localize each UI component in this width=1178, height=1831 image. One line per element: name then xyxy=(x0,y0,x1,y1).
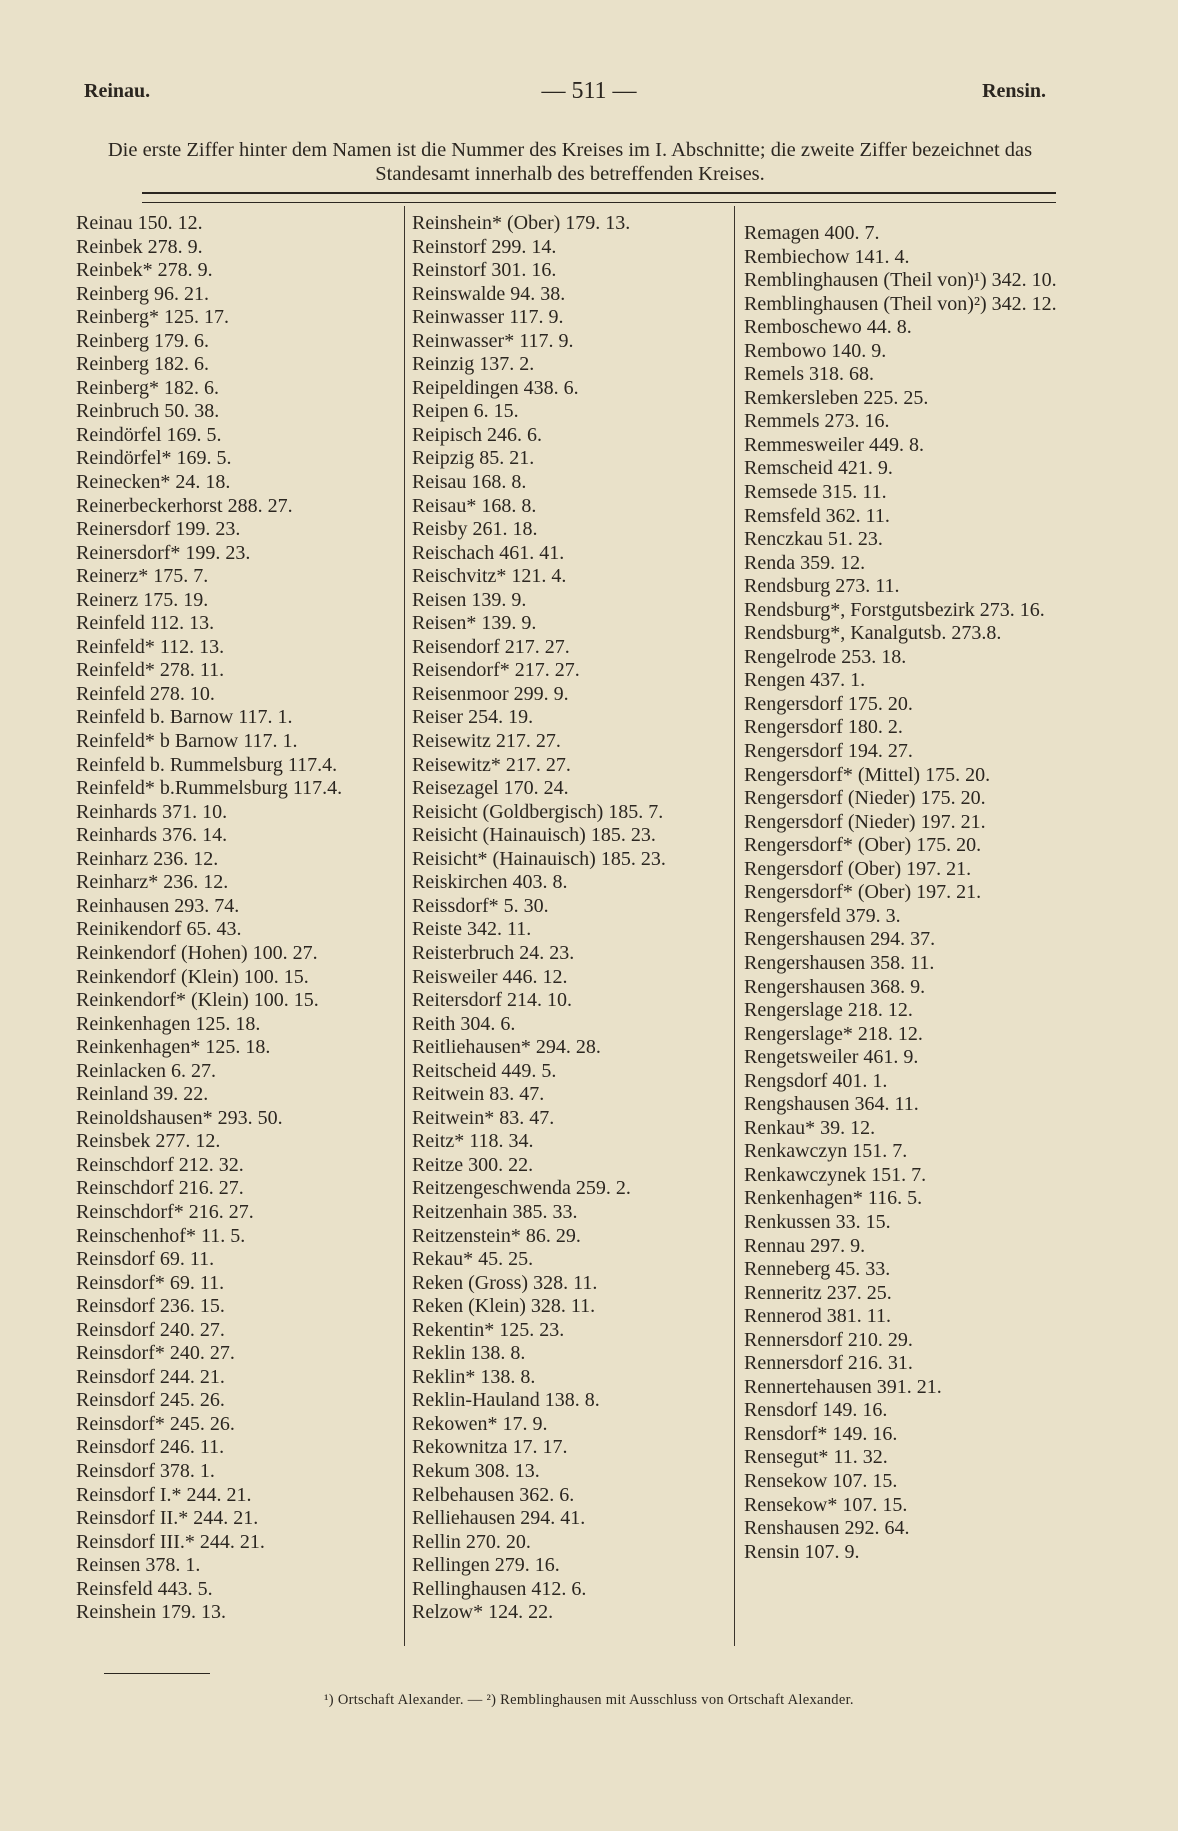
index-entry: Reisterbruch 24. 23. xyxy=(412,941,575,964)
index-entry: Reisenmoor 299. 9. xyxy=(412,682,569,705)
footnote: ¹) Ortschaft Alexander. — ²) Remblinghausen mit Ausschluss von Ortschaft Alexander. xyxy=(324,1692,854,1708)
index-entry: Rekentin* 125. 23. xyxy=(412,1318,565,1341)
index-entry: Reinsen 378. 1. xyxy=(76,1554,201,1577)
index-entry: Reinhards 376. 14. xyxy=(76,824,228,847)
index-entry: Reinberg 179. 6. xyxy=(76,329,209,352)
index-entry: Rensdorf 149. 16. xyxy=(744,1399,888,1422)
index-entry: Reinfeld* b Barnow 117. 1. xyxy=(76,730,298,753)
index-entry: Rengershausen 368. 9. xyxy=(744,975,926,998)
index-entry: Reisendorf 217. 27. xyxy=(412,635,570,658)
index-entry: Rengerslage* 218. 12. xyxy=(744,1022,923,1045)
index-entry: Reisewitz 217. 27. xyxy=(412,730,561,753)
index-entry: Reinfeld* b.Rummelsburg 117.4. xyxy=(76,777,343,800)
index-entry: Reinberg 182. 6. xyxy=(76,353,209,376)
index-entry: Reinecken* 24. 18. xyxy=(76,471,231,494)
index-entry: Reinkendorf* (Klein) 100. 15. xyxy=(76,989,319,1012)
index-entry: Rengersdorf* (Mittel) 175. 20. xyxy=(744,763,991,786)
index-entry: Rekowen* 17. 9. xyxy=(412,1412,548,1435)
index-entry: Rengersdorf 180. 2. xyxy=(744,716,903,739)
index-entry: Reinberg* 182. 6. xyxy=(76,376,219,399)
index-entry: Reitzenstein* 86. 29. xyxy=(412,1224,581,1247)
intro-note: Die erste Ziffer hinter dem Namen ist die Nummer des Kreises im I. Abschnitte; die zweite Ziffer bezeichnet das Standesamt innerhalb des betreffenden Kreises. xyxy=(107,139,1033,185)
index-entry: Reinfeld* 112. 13. xyxy=(76,635,225,658)
column-divider-1 xyxy=(404,206,405,1646)
index-entry: Reitwein* 83. 47. xyxy=(412,1106,555,1129)
index-entry: Rellin 270. 20. xyxy=(412,1530,531,1553)
index-entry: Reken (Gross) 328. 11. xyxy=(412,1271,598,1294)
index-entry: Rekownitza 17. 17. xyxy=(412,1436,568,1459)
index-entry: Remagen 400. 7. xyxy=(744,222,880,244)
index-entry: Reisen* 139. 9. xyxy=(412,612,537,635)
index-entry: Remsede 315. 11. xyxy=(744,481,887,504)
index-entry: Remmesweiler 449. 8. xyxy=(744,433,924,456)
index-entry: Reinkenhagen* 125. 18. xyxy=(76,1036,271,1059)
header-left-catchword: Reinau. xyxy=(84,80,151,102)
index-entry: Reisicht (Goldbergisch) 185. 7. xyxy=(412,800,664,823)
index-entry: Reinsdorf 69. 11. xyxy=(76,1248,215,1271)
index-entry: Reinkendorf (Hohen) 100. 27. xyxy=(76,941,318,964)
header-right-catchword: Rensin. xyxy=(982,80,1046,102)
index-entry: Rensegut* 11. 32. xyxy=(744,1446,888,1469)
index-entry: Reinbek 278. 9. xyxy=(76,235,203,258)
index-entry: Rengsdorf 401. 1. xyxy=(744,1069,888,1092)
index-entry: Reith 304. 6. xyxy=(412,1012,516,1035)
index-column-1 xyxy=(76,212,396,1625)
index-entry: Reinsdorf I.* 244. 21. xyxy=(76,1483,252,1506)
index-entry: Reklin 138. 8. xyxy=(412,1342,526,1365)
index-entry: Relliehausen 294. 41. xyxy=(412,1507,586,1530)
index-entry: Remkersleben 225. 25. xyxy=(744,386,929,409)
index-entry: Reinsdorf* 69. 11. xyxy=(76,1271,225,1294)
index-entry: Reinshein* (Ober) 179. 13. xyxy=(412,212,631,234)
index-entry: Renshausen 292. 64. xyxy=(744,1517,910,1540)
index-entry: Remscheid 421. 9. xyxy=(744,457,893,480)
index-entry: Reitwein 83. 47. xyxy=(412,1083,545,1106)
index-entry: Renkawczynek 151. 7. xyxy=(744,1163,927,1186)
index-entry: Renkenhagen* 116. 5. xyxy=(744,1187,923,1210)
index-entry: Reiser 254. 19. xyxy=(412,706,534,729)
index-entry: Renneberg 45. 33. xyxy=(744,1258,891,1281)
index-entry: Rengershausen 294. 37. xyxy=(744,928,936,951)
index-entry: Reitscheid 449. 5. xyxy=(412,1059,557,1082)
index-entry: Reinswalde 94. 38. xyxy=(412,282,566,305)
index-entry: Reinau 150. 12. xyxy=(76,212,203,234)
index-entry: Reinlacken 6. 27. xyxy=(76,1059,216,1082)
index-entry: Remmels 273. 16. xyxy=(744,410,890,433)
index-entry: Remblinghausen (Theil von)¹) 342. 10. xyxy=(744,269,1057,292)
index-entry: Reinstorf 299. 14. xyxy=(412,235,557,258)
index-entry: Reinstorf 301. 16. xyxy=(412,259,557,282)
index-entry: Rennersdorf 210. 29. xyxy=(744,1328,913,1351)
index-entry: Renneritz 237. 25. xyxy=(744,1281,892,1304)
index-entry: Rensin 107. 9. xyxy=(744,1540,860,1563)
index-entry: Reischvitz* 121. 4. xyxy=(412,565,567,588)
footnote-rule xyxy=(104,1673,210,1674)
index-entry: Rengershausen 358. 11. xyxy=(744,951,935,974)
page-number: — 511 — xyxy=(541,78,637,104)
index-entry: Reinsdorf* 240. 27. xyxy=(76,1342,235,1365)
index-entry: Reindörfel* 169. 5. xyxy=(76,447,232,470)
index-entry: Reinharz* 236. 12. xyxy=(76,871,229,894)
index-entry: Reinfeld* 278. 11. xyxy=(76,659,225,682)
index-entry: Reipeldingen 438. 6. xyxy=(412,376,579,399)
index-entry: Reinwasser* 117. 9. xyxy=(412,329,574,352)
index-entry: Rengelrode 253. 18. xyxy=(744,645,907,668)
index-entry: Reinschdorf 216. 27. xyxy=(76,1177,244,1200)
index-entry: Reinsfeld 443. 5. xyxy=(76,1577,213,1600)
index-entry: Reinfeld b. Rummelsburg 117.4. xyxy=(76,753,338,776)
index-entry: Reiskirchen 403. 8. xyxy=(412,871,568,894)
index-entry: Reklin-Hauland 138. 8. xyxy=(412,1389,600,1412)
index-entry: Reitzenhain 385. 33. xyxy=(412,1200,578,1223)
index-entry: Remblinghausen (Theil von)²) 342. 12. xyxy=(744,292,1057,315)
index-entry: Reinfeld 278. 10. xyxy=(76,682,215,705)
index-entry: Rennerod 381. 11. xyxy=(744,1305,892,1328)
index-entry: Reinsdorf 246. 11. xyxy=(76,1436,225,1459)
index-entry: Reinsdorf 236. 15. xyxy=(76,1295,225,1318)
index-entry: Reinschdorf 212. 32. xyxy=(76,1153,244,1176)
index-entry: Reinsdorf* 245. 26. xyxy=(76,1412,235,1435)
index-entry: Reischach 461. 41. xyxy=(412,541,565,564)
index-entry: Rensekow* 107. 15. xyxy=(744,1493,908,1516)
index-entry: Reinsdorf 378. 1. xyxy=(76,1459,215,1482)
index-entry: Reinschdorf* 216. 27. xyxy=(76,1200,254,1223)
index-entry: Reitze 300. 22. xyxy=(412,1153,534,1176)
index-entry: Rendsburg 273. 11. xyxy=(744,575,900,598)
index-entry: Rennau 297. 9. xyxy=(744,1234,866,1257)
index-entry: Reipzig 85. 21. xyxy=(412,447,535,470)
index-entry: Rendsburg*, Forstgutsbezirk 273. 16. xyxy=(744,598,1045,621)
index-entry: Reinoldshausen* 293. 50. xyxy=(76,1106,283,1129)
index-entry: Reinsbek 277. 12. xyxy=(76,1130,221,1153)
index-entry: Renkau* 39. 12. xyxy=(744,1116,876,1139)
page-header xyxy=(0,80,1178,110)
index-column-2 xyxy=(412,212,738,1625)
index-entry: Reipen 6. 15. xyxy=(412,400,519,423)
index-entry: Reinland 39. 22. xyxy=(76,1083,209,1106)
index-entry: Reinbruch 50. 38. xyxy=(76,400,220,423)
index-entry: Rengshausen 364. 11. xyxy=(744,1093,919,1116)
index-entry: Reisau* 168. 8. xyxy=(412,494,537,517)
index-entry: Reisau 168. 8. xyxy=(412,471,527,494)
index-entry: Rengen 437. 1. xyxy=(744,669,866,692)
index-entry: Rengersdorf* (Ober) 197. 21. xyxy=(744,881,982,904)
index-entry: Reitliehausen* 294. 28. xyxy=(412,1036,601,1059)
index-entry: Reinbek* 278. 9. xyxy=(76,259,213,282)
index-entry: Reinsdorf II.* 244. 21. xyxy=(76,1507,259,1530)
index-entry: Rengersdorf (Nieder) 175. 20. xyxy=(744,787,986,810)
index-entry: Reinerbeckerhorst 288. 27. xyxy=(76,494,293,517)
index-entry: Remels 318. 68. xyxy=(744,363,874,386)
index-entry: Rengersdorf 175. 20. xyxy=(744,692,913,715)
index-entry: Remboschewo 44. 8. xyxy=(744,316,912,339)
index-entry: Reinfeld b. Barnow 117. 1. xyxy=(76,706,293,729)
index-entry: Rengersdorf 194. 27. xyxy=(744,740,913,763)
index-entry: Reken (Klein) 328. 11. xyxy=(412,1295,596,1318)
index-entry: Rensekow 107. 15. xyxy=(744,1469,898,1492)
index-entry: Reinshein 179. 13. xyxy=(76,1601,226,1624)
index-entry: Reinkenhagen 125. 18. xyxy=(76,1012,261,1035)
index-entry: Rengersdorf* (Ober) 175. 20. xyxy=(744,834,982,857)
index-entry: Reinschenhof* 11. 5. xyxy=(76,1224,246,1247)
index-entry: Reinsdorf 245. 26. xyxy=(76,1389,225,1412)
index-entry: Reipisch 246. 6. xyxy=(412,423,542,446)
index-entry: Reklin* 138. 8. xyxy=(412,1365,536,1388)
index-entry: Reindörfel 169. 5. xyxy=(76,423,222,446)
index-entry: Reinfeld 112. 13. xyxy=(76,612,215,635)
index-entry: Reinkendorf (Klein) 100. 15. xyxy=(76,965,309,988)
index-entry: Reinberg 96. 21. xyxy=(76,282,209,305)
index-entry: Reinikendorf 65. 43. xyxy=(76,918,242,941)
index-entry: Reisby 261. 18. xyxy=(412,518,538,541)
index-entry: Reinerz 175. 19. xyxy=(76,588,209,611)
header-rule-thick xyxy=(142,192,1056,194)
index-entry: Rengetsweiler 461. 9. xyxy=(744,1046,919,1069)
index-entry: Reitersdorf 214. 10. xyxy=(412,989,572,1012)
index-entry: Reisweiler 446. 12. xyxy=(412,965,568,988)
index-entry: Reinersdorf* 199. 23. xyxy=(76,541,251,564)
index-entry: Reisendorf* 217. 27. xyxy=(412,659,580,682)
index-entry: Rekum 308. 13. xyxy=(412,1459,540,1482)
index-entry: Reinberg* 125. 17. xyxy=(76,306,229,329)
index-entry: Relbehausen 362. 6. xyxy=(412,1483,575,1506)
index-entry: Rengerslage 218. 12. xyxy=(744,999,913,1022)
index-entry: Reisicht* (Hainauisch) 185. 23. xyxy=(412,847,666,870)
index-entry: Rekau* 45. 25. xyxy=(412,1248,534,1271)
index-entry: Reinharz 236. 12. xyxy=(76,847,219,870)
index-entry: Reisen 139. 9. xyxy=(412,588,527,611)
index-entry: Reinerz* 175. 7. xyxy=(76,565,209,588)
index-entry: Rellinghausen 412. 6. xyxy=(412,1577,587,1600)
index-entry: Reinhards 371. 10. xyxy=(76,800,228,823)
index-entry: Rennertehausen 391. 21. xyxy=(744,1375,942,1398)
index-entry: Relzow* 124. 22. xyxy=(412,1601,554,1624)
index-entry: Reinhausen 293. 74. xyxy=(76,894,240,917)
index-entry: Reinwasser 117. 9. xyxy=(412,306,564,329)
index-entry: Rensdorf* 149. 16. xyxy=(744,1422,898,1445)
index-entry: Rengersfeld 379. 3. xyxy=(744,904,901,927)
index-column-3 xyxy=(744,222,1064,1564)
index-entry: Reitzengeschwenda 259. 2. xyxy=(412,1177,631,1200)
index-entry: Rennersdorf 216. 31. xyxy=(744,1352,913,1375)
index-entry: Renczkau 51. 23. xyxy=(744,528,883,551)
index-entry: Renkussen 33. 15. xyxy=(744,1210,891,1233)
index-entry: Rembowo 140. 9. xyxy=(744,339,887,362)
index-entry: Remsfeld 362. 11. xyxy=(744,504,890,527)
index-entry: Reinsdorf 240. 27. xyxy=(76,1318,225,1341)
index-entry: Rellingen 279. 16. xyxy=(412,1554,560,1577)
index-entry: Rengersdorf (Ober) 197. 21. xyxy=(744,857,972,880)
index-entry: Rengersdorf (Nieder) 197. 21. xyxy=(744,810,986,833)
index-entry: Renda 359. 12. xyxy=(744,551,866,574)
header-rule-thin xyxy=(142,202,1056,203)
index-entry: Reinzig 137. 2. xyxy=(412,353,535,376)
index-entry: Reinsdorf 244. 21. xyxy=(76,1365,225,1388)
index-entry: Reinersdorf 199. 23. xyxy=(76,518,241,541)
index-entry: Reiste 342. 11. xyxy=(412,918,532,941)
index-entry: Reissdorf* 5. 30. xyxy=(412,894,549,917)
index-entry: Renkawczyn 151. 7. xyxy=(744,1140,908,1163)
index-entry: Reisezagel 170. 24. xyxy=(412,777,569,800)
index-entry: Reisewitz* 217. 27. xyxy=(412,753,571,776)
index-entry: Rendsburg*, Kanalgutsb. 273.8. xyxy=(744,622,1002,645)
index-entry: Reisicht (Hainauisch) 185. 23. xyxy=(412,824,656,847)
index-entry: Reinsdorf III.* 244. 21. xyxy=(76,1530,265,1553)
index-entry: Reitz* 118. 34. xyxy=(412,1130,534,1153)
index-entry: Rembiechow 141. 4. xyxy=(744,245,910,268)
